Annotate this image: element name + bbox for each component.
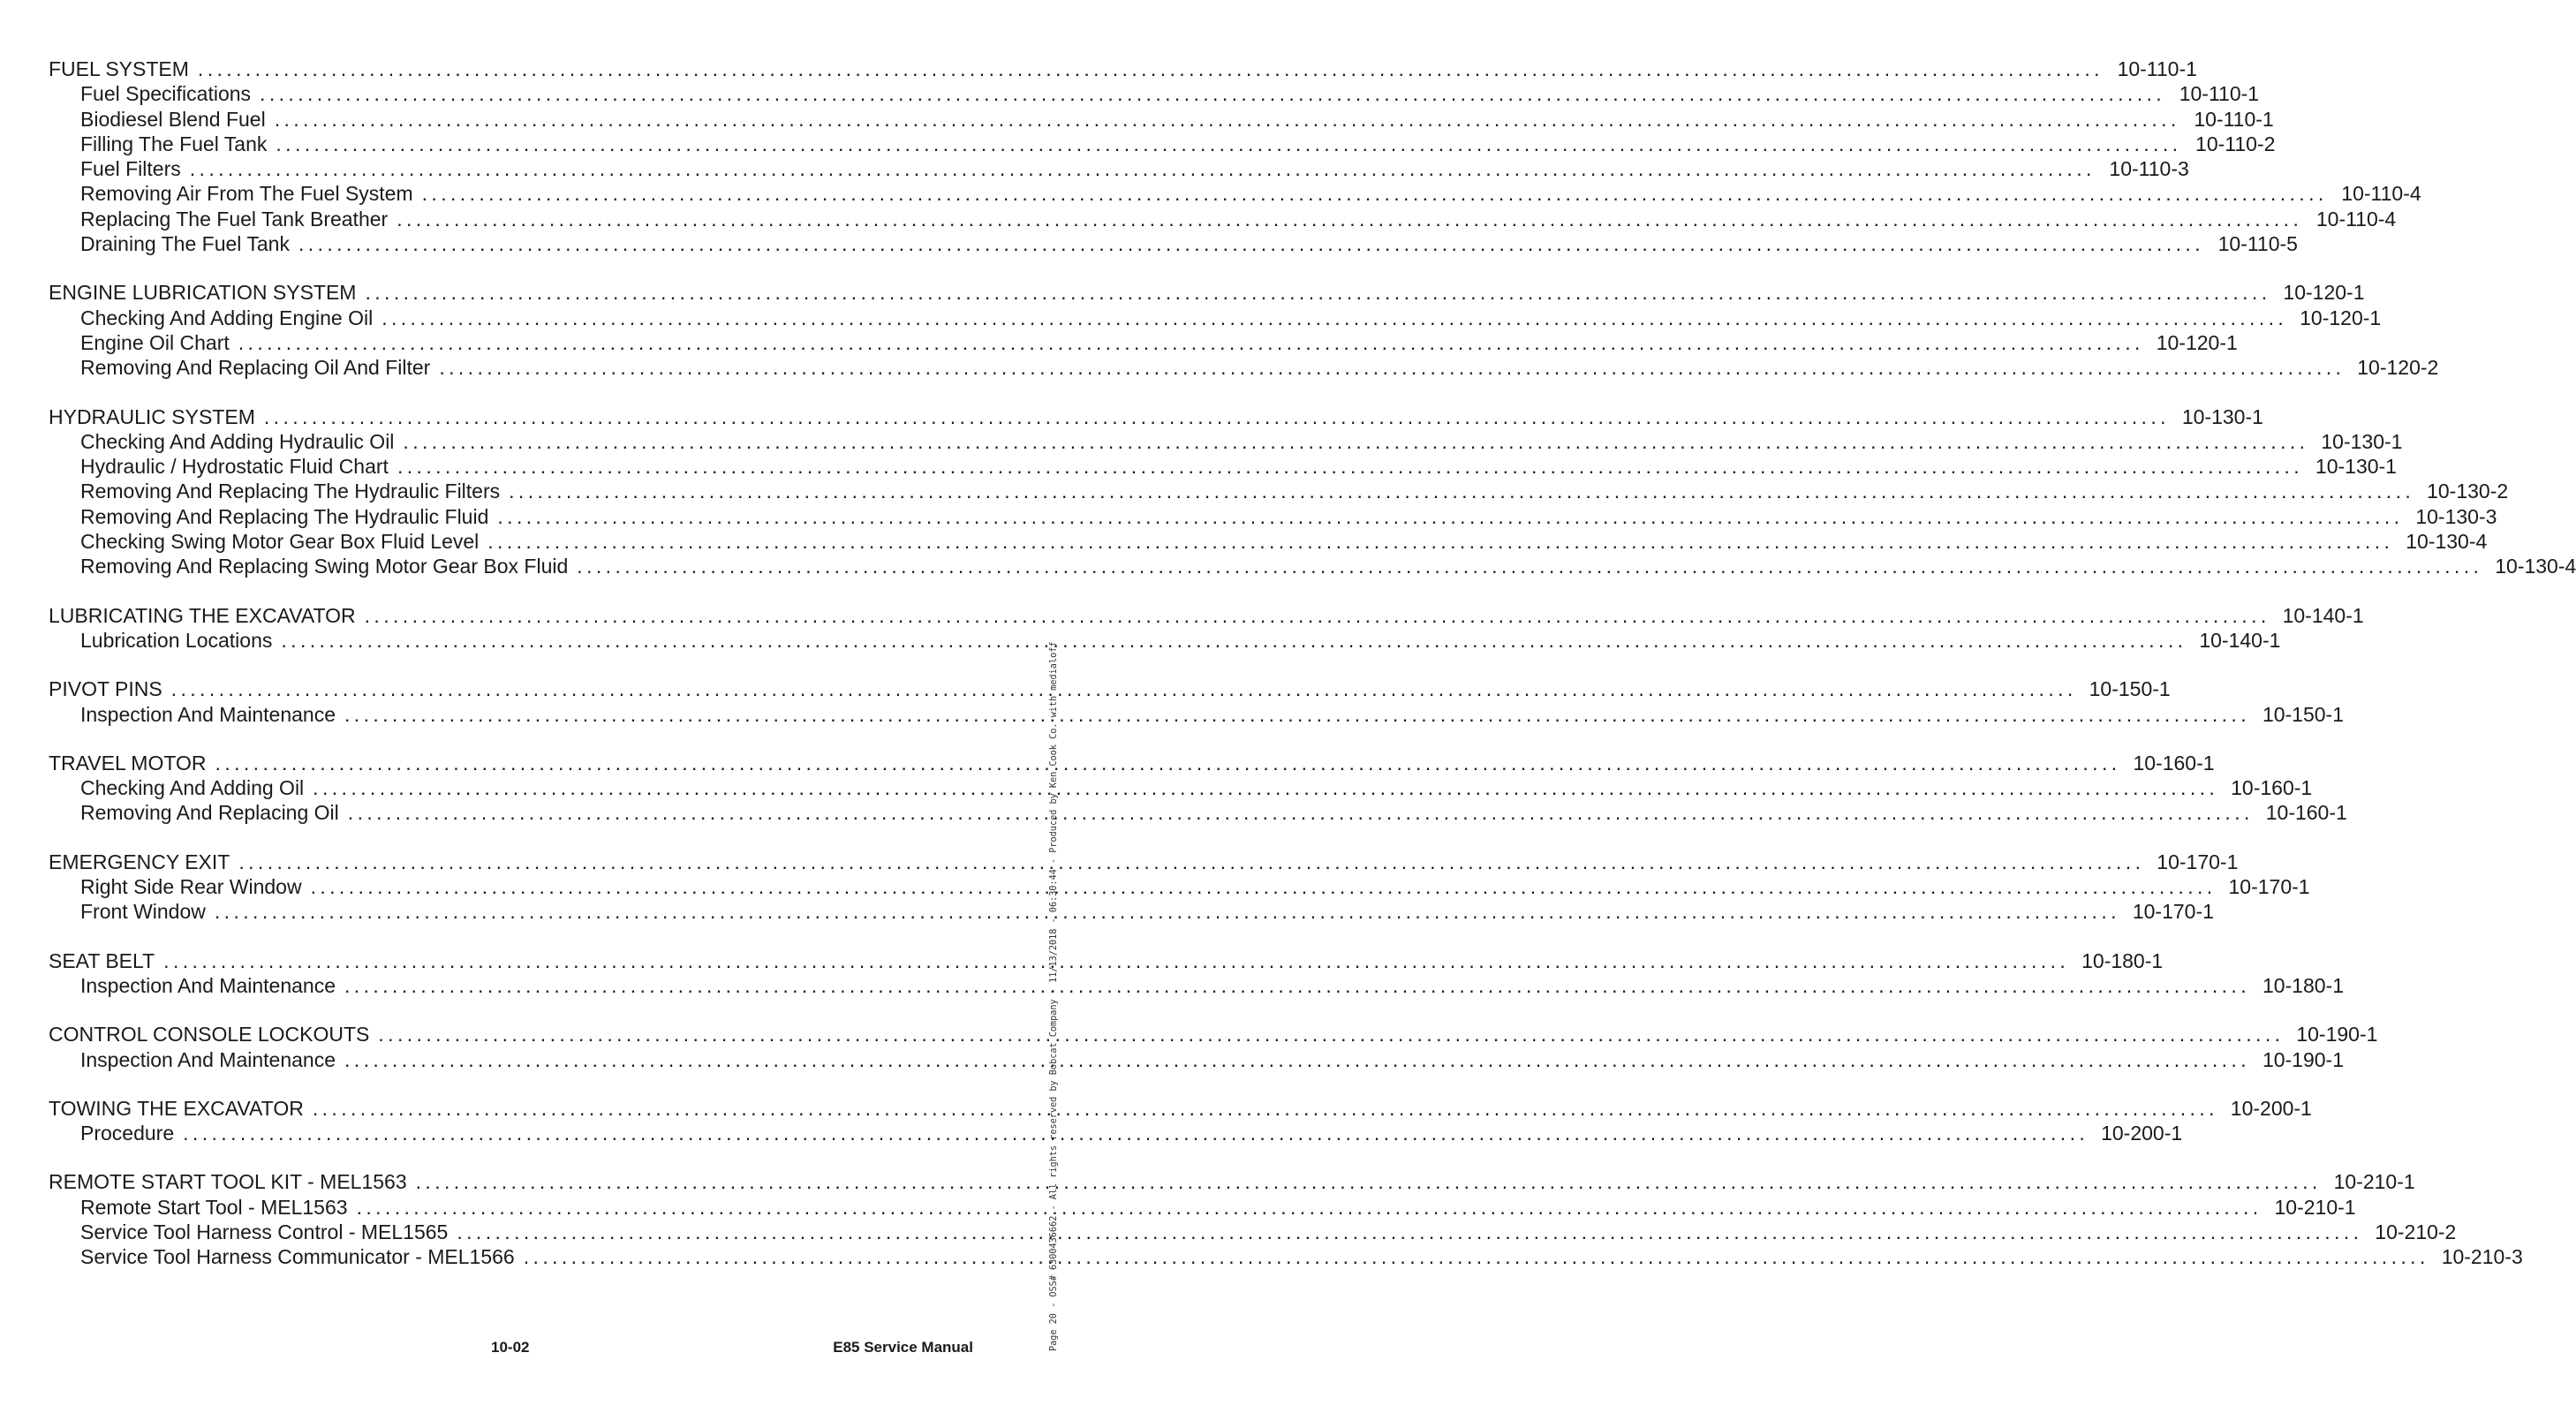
dot-leader: ........................................................................................................................................................................................................ (397, 207, 2303, 230)
toc-subentry (49, 529, 2488, 554)
toc-page-reference: 10-110-2 (2195, 132, 2276, 155)
toc-section (49, 1169, 2523, 1269)
toc-subentry (49, 1220, 2457, 1244)
toc-page-reference: 10-110-5 (2217, 232, 2298, 256)
toc-subentry (49, 1047, 2345, 1072)
toc-subentry-title: Biodiesel Blend Fuel (80, 107, 275, 132)
toc-subentry (49, 973, 2345, 998)
toc-page-reference: 10-150-1 (2089, 677, 2171, 701)
toc-subentry-title: Service Tool Harness Communicator - MEL1566 (80, 1244, 524, 1269)
toc-page-reference: 10-130-4 (2406, 530, 2488, 554)
toc-section-title: ENGINE LUBRICATION SYSTEM (49, 280, 365, 305)
toc-subentry (49, 81, 2260, 106)
dot-leader: ........................................................................................................................................................................................................ (276, 132, 2182, 155)
toc-subentry-title: Removing And Replacing The Hydraulic Filters (80, 479, 509, 503)
toc-page-reference: 10-110-1 (2194, 107, 2274, 131)
toc-subentry (49, 207, 2397, 231)
toc-section (49, 850, 2310, 925)
toc-section (49, 1022, 2378, 1072)
dot-leader: ........................................................................................................................................................................................................ (403, 429, 2309, 453)
toc-section (49, 948, 2345, 999)
dot-leader: ........................................................................................................................................................................................................ (313, 776, 2219, 800)
toc-page-reference: 10-190-1 (2296, 1023, 2378, 1047)
toc-page-reference: 10-130-1 (2181, 404, 2263, 428)
toc-section (49, 280, 2439, 380)
toc-subentry-title: Engine Oil Chart (80, 330, 238, 355)
toc-subentry (49, 156, 2189, 181)
toc-section (49, 404, 2576, 579)
toc-subentry-title: Removing And Replacing Oil And Filter (80, 355, 439, 380)
toc-page-reference: 10-120-1 (2283, 281, 2365, 305)
toc-subentry-title: Draining The Fuel Tank (80, 231, 298, 256)
toc-page-reference: 10-210-1 (2274, 1195, 2356, 1219)
toc-page-reference: 10-130-1 (2315, 455, 2397, 479)
toc-subentry-title: Checking And Adding Hydraulic Oil (80, 429, 403, 454)
toc-page-reference: 10-190-1 (2262, 1047, 2345, 1071)
dot-leader: ........................................................................................................................................................................................................ (356, 1195, 2262, 1219)
toc-subentry-title: Procedure (80, 1121, 183, 1145)
toc-subentry (49, 775, 2313, 800)
dot-leader: ........................................................................................................................................................................................................ (421, 182, 2328, 206)
toc-page-reference: 10-130-2 (2427, 480, 2509, 503)
dot-leader: ........................................................................................................................................................................................................ (163, 948, 2070, 972)
toc-subentry (49, 504, 2497, 529)
toc-subentry (49, 1195, 2356, 1220)
toc-subentry (49, 1121, 2183, 1145)
toc-section-heading (49, 850, 2239, 874)
toc-page-reference: 10-110-4 (2315, 207, 2397, 230)
toc-page-reference: 10-130-3 (2415, 504, 2497, 528)
toc-subentry (49, 874, 2310, 899)
dot-leader: ........................................................................................................................................................................................................ (215, 751, 2121, 775)
toc-section (49, 57, 2421, 256)
toc-subentry (49, 454, 2397, 479)
toc-page-reference: 10-110-1 (2117, 57, 2197, 80)
dot-leader: ........................................................................................................................................................................................................ (487, 530, 2394, 554)
toc-subentry (49, 899, 2214, 924)
toc-subentry-title: Checking And Adding Oil (80, 775, 313, 800)
dot-leader: ........................................................................................................................................................................................................ (397, 455, 2303, 479)
toc-section-title: FUEL SYSTEM (49, 57, 198, 81)
toc-page-reference: 10-110-4 (2341, 182, 2421, 206)
dot-leader: ........................................................................................................................................................................................................ (344, 702, 2251, 726)
toc-subentry-title: Inspection And Maintenance (80, 702, 344, 727)
toc-subentry (49, 1244, 2523, 1269)
footer-manual-title: E85 Service Manual (833, 1339, 973, 1356)
toc-section-heading (49, 57, 2197, 81)
dot-leader: ........................................................................................................................................................................................................ (274, 107, 2180, 131)
dot-leader: ........................................................................................................................................................................................................ (344, 1047, 2251, 1071)
toc-page-reference: 10-160-1 (2265, 801, 2347, 825)
toc-subentry-title: Checking And Adding Engine Oil (80, 306, 381, 330)
toc-section-title: TOWING THE EXCAVATOR (49, 1096, 313, 1121)
toc-subentry-title: Service Tool Harness Control - MEL1565 (80, 1220, 457, 1244)
dot-leader: ........................................................................................................................................................................................................ (457, 1220, 2363, 1243)
dot-leader: ........................................................................................................................................................................................................ (197, 57, 2104, 80)
toc-page-reference: 10-180-1 (2081, 948, 2164, 972)
dot-leader: ........................................................................................................................................................................................................ (298, 232, 2204, 256)
toc-subentry-title: Fuel Specifications (80, 81, 260, 106)
toc-page-reference: 10-130-4 (2495, 555, 2576, 578)
toc-page-reference: 10-210-1 (2333, 1170, 2415, 1194)
side-watermark-note: Page 20 - OSS# 6300436662 - All rights reserved by Bobcat Company - 11/13/2018 - 06:30:44 - Produced by Ken Cook Co. with medialoff (1049, 641, 1059, 1351)
dot-leader: ........................................................................................................................................................................................................ (347, 801, 2254, 825)
toc-subentry (49, 554, 2576, 578)
toc-page-reference: 10-170-1 (2132, 900, 2214, 924)
toc-page-reference: 10-140-1 (2282, 603, 2364, 627)
toc-section-title: REMOTE START TOOL KIT - MEL1563 (49, 1169, 416, 1194)
toc-page-reference: 10-210-2 (2375, 1220, 2457, 1243)
toc-section-heading (49, 1022, 2378, 1047)
toc-subentry-title: Fuel Filters (80, 156, 190, 181)
toc-subentry-title: Removing Air From The Fuel System (80, 181, 422, 206)
toc-page-reference: 10-180-1 (2262, 973, 2345, 997)
toc-subentry (49, 132, 2276, 156)
dot-leader: ........................................................................................................................................................................................................ (415, 1170, 2322, 1194)
toc-subentry-title: Filling The Fuel Tank (80, 132, 276, 156)
dot-leader: ........................................................................................................................................................................................................ (523, 1245, 2429, 1269)
toc-section-heading (49, 1169, 2415, 1194)
toc-subentry-title: Replacing The Fuel Tank Breather (80, 207, 397, 231)
toc-subentry-title: Inspection And Maintenance (80, 1047, 344, 1072)
toc-section-title: TRAVEL MOTOR (49, 751, 215, 775)
toc-subentry (49, 181, 2421, 206)
toc-page-reference: 10-150-1 (2262, 702, 2345, 726)
toc-section-heading (49, 676, 2171, 701)
toc-subentry-title: Removing And Replacing The Hydraulic Fluid (80, 504, 497, 529)
dot-leader: ........................................................................................................................................................................................................ (260, 82, 2166, 106)
toc-page-reference: 10-110-1 (2179, 82, 2260, 106)
toc-subentry-title: Lubrication Locations (80, 628, 281, 653)
dot-leader: ........................................................................................................................................................................................................ (378, 1023, 2285, 1047)
dot-leader: ........................................................................................................................................................................................................ (238, 330, 2144, 354)
toc-section (49, 751, 2347, 826)
toc-section-title: LUBRICATING THE EXCAVATOR (49, 603, 365, 628)
toc-section-heading (49, 1096, 2312, 1121)
toc-section-title: HYDRAULIC SYSTEM (49, 404, 264, 429)
dot-leader: ........................................................................................................................................................................................................ (310, 875, 2217, 899)
toc-page-reference: 10-140-1 (2199, 628, 2281, 652)
toc-section-title: CONTROL CONSOLE LOCKOUTS (49, 1022, 378, 1047)
toc-subentry (49, 306, 2382, 330)
toc-section-heading (49, 751, 2215, 775)
dot-leader: ........................................................................................................................................................................................................ (312, 1096, 2218, 1120)
dot-leader: ........................................................................................................................................................................................................ (281, 628, 2187, 652)
toc-page-reference: 10-170-1 (2228, 875, 2310, 899)
toc-subentry (49, 479, 2509, 503)
toc-page-reference: 10-120-2 (2357, 356, 2439, 380)
dot-leader: ........................................................................................................................................................................................................ (183, 1122, 2089, 1145)
toc-page-reference: 10-130-1 (2321, 429, 2403, 453)
toc-page-reference: 10-120-1 (2300, 306, 2382, 329)
toc-page-reference: 10-200-1 (2230, 1096, 2312, 1120)
toc-section-title: PIVOT PINS (49, 676, 171, 701)
toc-section (49, 603, 2364, 654)
toc-page-reference: 10-160-1 (2231, 776, 2313, 800)
toc-subentry (49, 628, 2281, 653)
dot-leader: ........................................................................................................................................................................................................ (497, 504, 2404, 528)
dot-leader: ........................................................................................................................................................................................................ (189, 157, 2096, 181)
toc-subentry-title: Front Window (80, 899, 215, 924)
toc-page-reference: 10-160-1 (2133, 751, 2215, 775)
dot-leader: ........................................................................................................................................................................................................ (344, 973, 2251, 997)
toc-subentry-title: Hydraulic / Hydrostatic Fluid Chart (80, 454, 397, 479)
toc-subentry (49, 231, 2298, 256)
toc-section-heading (49, 603, 2364, 628)
dot-leader: ........................................................................................................................................................................................................ (509, 480, 2415, 503)
dot-leader: ........................................................................................................................................................................................................ (577, 555, 2483, 578)
toc-section-title: EMERGENCY EXIT (49, 850, 238, 874)
toc-page-reference: 10-200-1 (2101, 1122, 2183, 1145)
toc-subentry (49, 800, 2347, 825)
toc-subentry (49, 429, 2403, 454)
toc-section-heading (49, 404, 2263, 429)
toc-subentry-title: Removing And Replacing Swing Motor Gear Box Fluid (80, 554, 577, 578)
toc-subentry-title: Remote Start Tool - MEL1563 (80, 1195, 357, 1220)
dot-leader: ........................................................................................................................................................................................................ (381, 306, 2288, 329)
toc-section-heading (49, 948, 2164, 973)
footer-page-number: 10-02 (491, 1339, 530, 1356)
toc-page-reference: 10-120-1 (2156, 330, 2238, 354)
toc-subentry (49, 107, 2274, 132)
toc-section-title: SEAT BELT (49, 948, 163, 973)
dot-leader: ........................................................................................................................................................................................................ (365, 281, 2271, 305)
toc-subentry (49, 355, 2439, 380)
dot-leader: ........................................................................................................................................................................................................ (364, 603, 2270, 627)
toc-subentry (49, 330, 2238, 355)
toc-section (49, 1096, 2312, 1146)
toc-subentry-title: Checking Swing Motor Gear Box Fluid Level (80, 529, 487, 554)
toc-subentry-title: Right Side Rear Window (80, 874, 311, 899)
toc-page-reference: 10-210-3 (2441, 1245, 2523, 1269)
toc-section (49, 676, 2345, 727)
toc-subentry-title: Removing And Replacing Oil (80, 800, 348, 825)
dot-leader: ........................................................................................................................................................................................................ (263, 404, 2170, 428)
dot-leader: ........................................................................................................................................................................................................ (170, 677, 2077, 701)
toc-subentry (49, 702, 2345, 727)
toc-section-heading (49, 280, 2365, 305)
toc-page-reference: 10-170-1 (2157, 850, 2239, 873)
dot-leader: ........................................................................................................................................................................................................ (214, 900, 2120, 924)
dot-leader: ........................................................................................................................................................................................................ (439, 356, 2346, 380)
toc-page-reference: 10-110-3 (2109, 157, 2189, 181)
toc-subentry-title: Inspection And Maintenance (80, 973, 344, 998)
dot-leader: ........................................................................................................................................................................................................ (238, 850, 2145, 873)
